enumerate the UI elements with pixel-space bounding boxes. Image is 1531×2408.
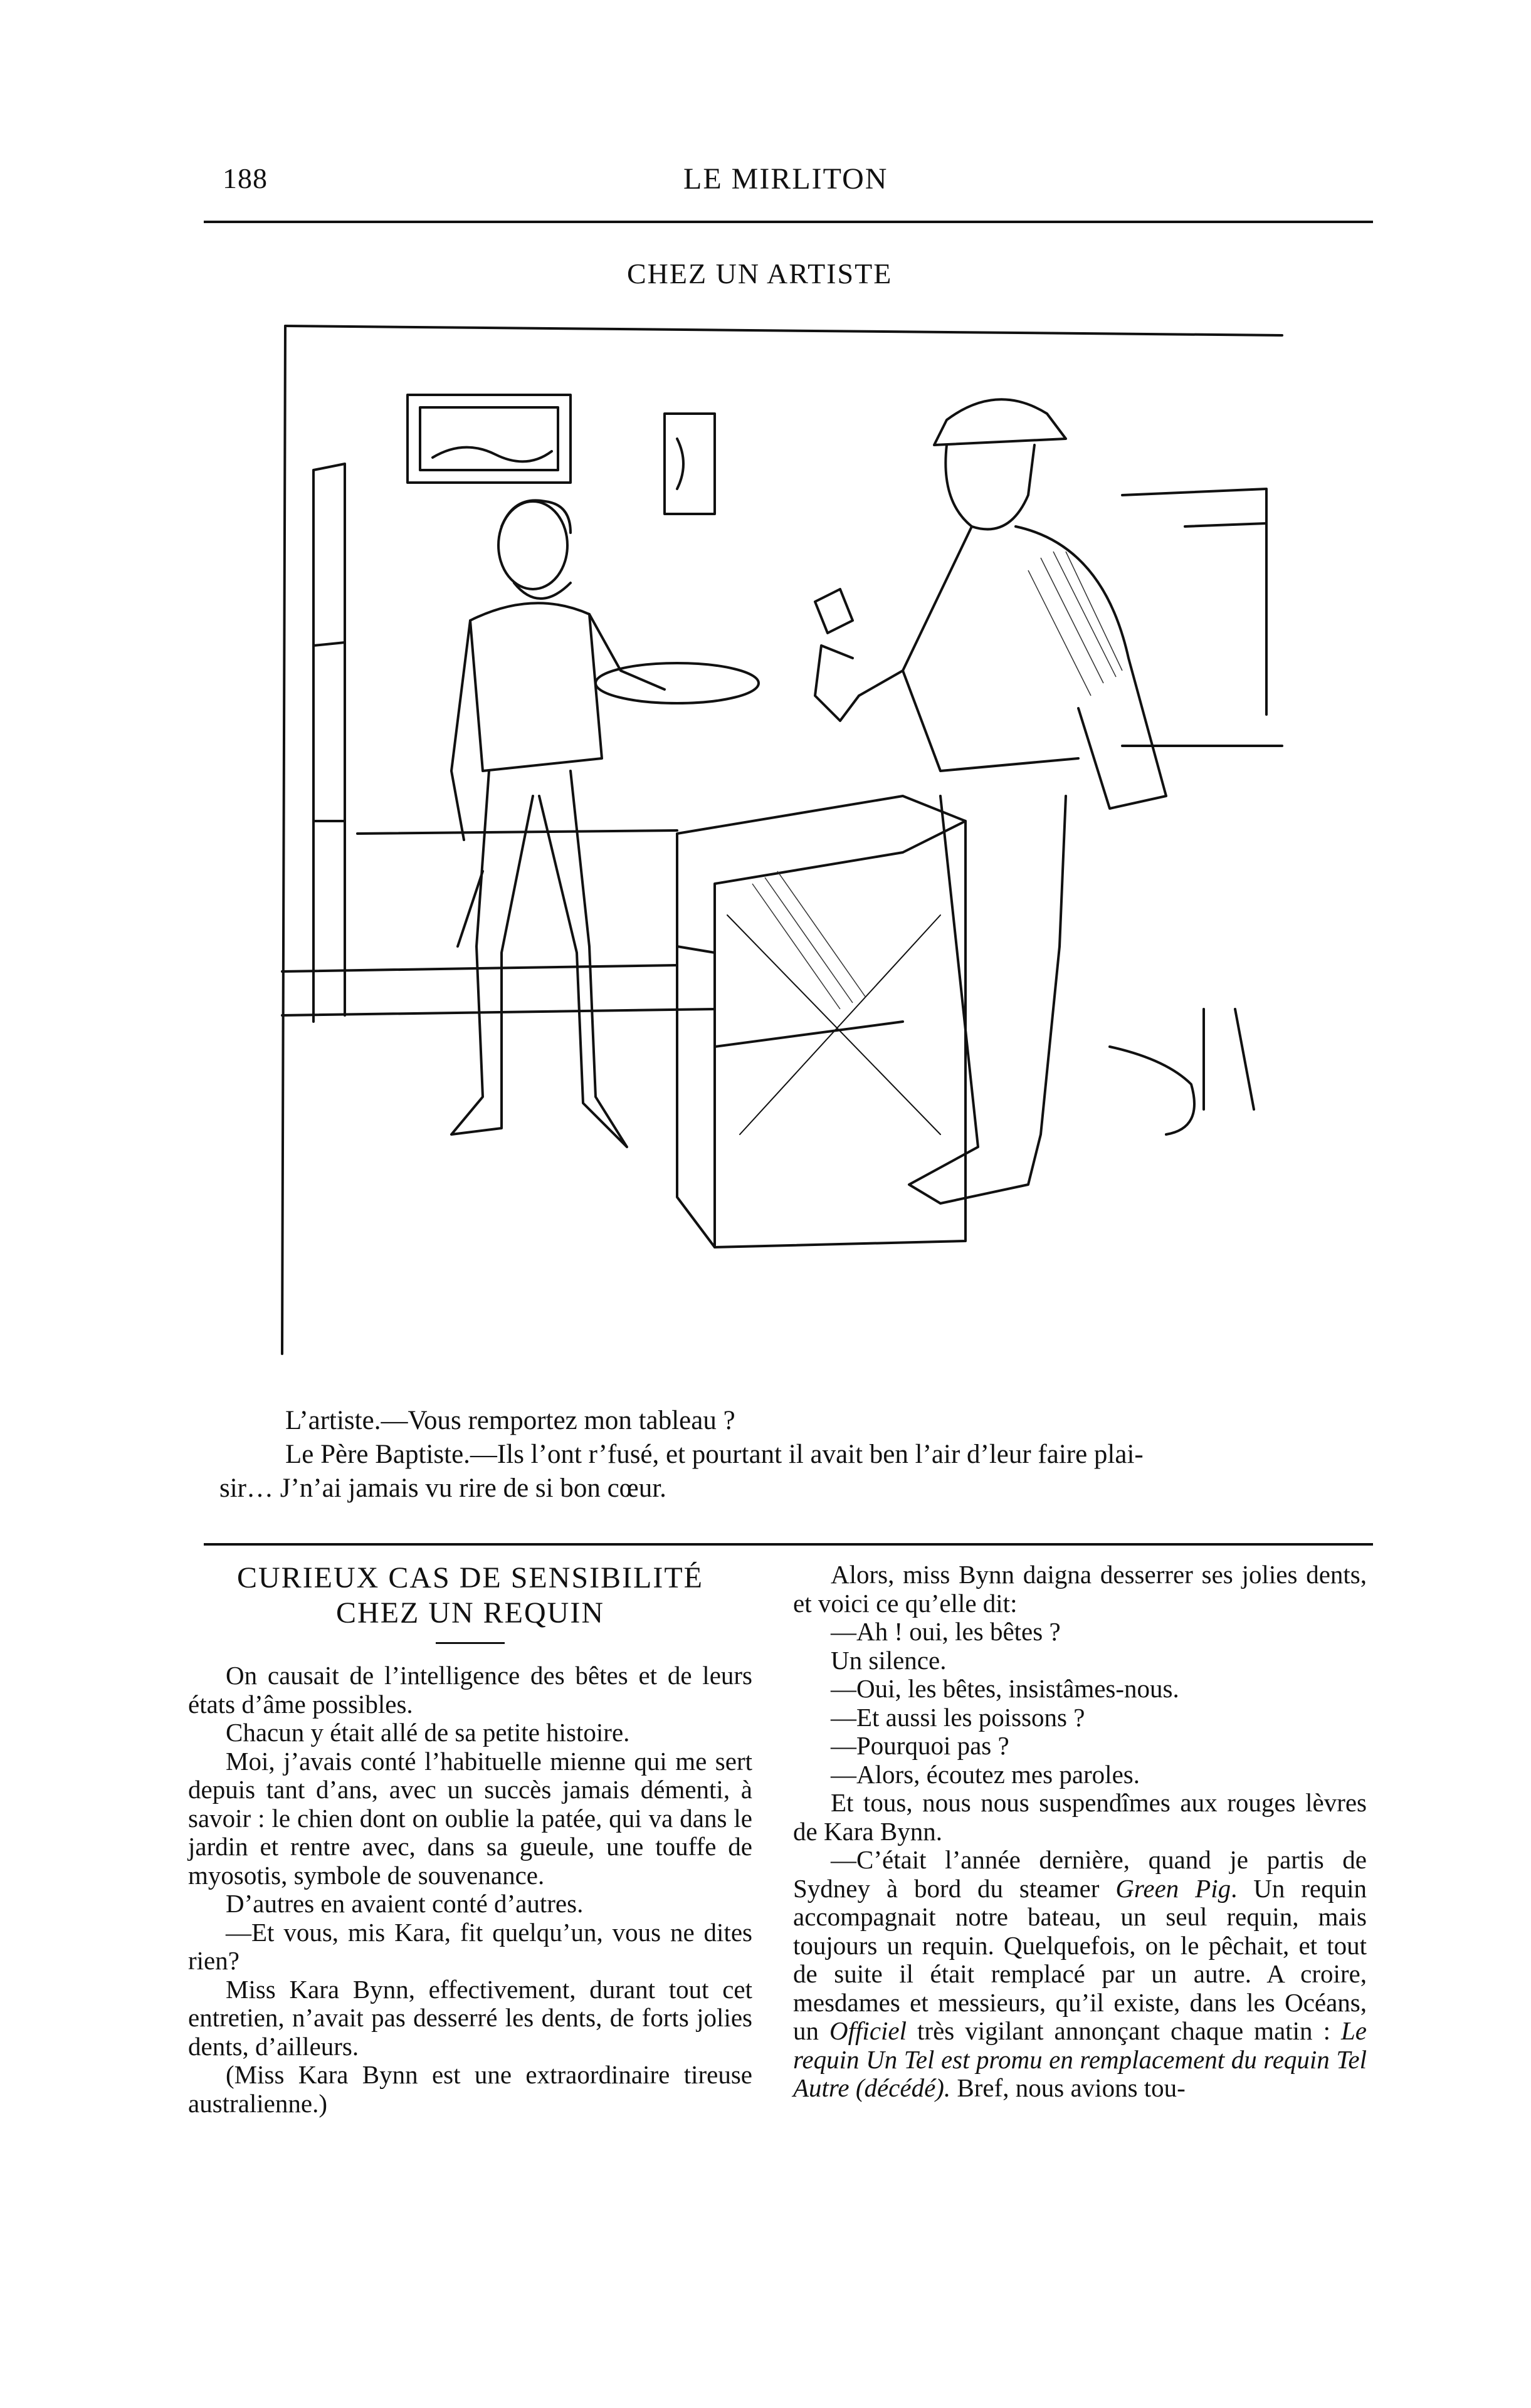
caption-line-3: sir… J’n’ai jamais vu rire de si bon cœur. <box>219 1474 666 1503</box>
paragraph: D’autres en avaient conté d’autres. <box>226 1889 584 1918</box>
paragraph: Moi, j’avais conté l’habituelle mienne qui me sert depuis tant d’ans, avec un succès jamais démenti, à savoir : le chien dont on oublie la patée, qui va dans le jardin et rentre avec, dans sa gueule, une touffe de myosotis, symbole de souvenance. <box>188 1746 752 1890</box>
paragraph: —Pourquoi pas ? <box>831 1731 1009 1760</box>
page-number: 188 <box>223 162 268 194</box>
section-rule <box>204 1543 1373 1546</box>
caption-line-1: L’artiste.—Vous remportez mon tableau ? <box>285 1406 735 1435</box>
header-rule <box>204 221 1373 223</box>
shark-notice: Le requin Un Tel est promu en remplacement du requin Tel Autre (décédé). <box>793 2016 1367 2102</box>
paragraph: —Ah ! oui, les bêtes ? <box>831 1617 1061 1646</box>
illustration <box>276 320 1292 1360</box>
paragraph-mid: . Un requin accompagnait notre bateau, un seul requin, mais toujours un requin. Quelquefois, on le pêchait, et tout de suite il était remplacé par un autre. A croire, mesdames et messieurs, qu’il existe, dans les Océans, un <box>793 1873 1367 2045</box>
paragraph: Un silence. <box>831 1645 947 1675</box>
officiel-word: Officiel <box>829 2016 907 2045</box>
article-title <box>188 1561 752 1631</box>
caption-line-2: Le Père Baptiste.—Ils l’ont r’fusé, et pourtant il avait ben l’air d’leur faire plai- <box>285 1440 1144 1469</box>
article-title-line-1: CURIEUX CAS DE SENSIBILITÉ <box>237 1561 703 1594</box>
paragraph: —Alors, écoutez mes paroles. <box>831 1759 1140 1789</box>
paragraph: Alors, miss Bynn daigna desserrer ses jolies dents, et voici ce qu’elle dit: <box>793 1560 1367 1618</box>
paragraph: (Miss Kara Bynn est une extraordinaire tireuse australienne.) <box>188 2060 752 2118</box>
title-rule <box>436 1642 505 1644</box>
journal-title: LE MIRLITON <box>683 162 888 196</box>
paragraph-sydney <box>793 1846 1367 2103</box>
paragraph: Miss Kara Bynn, effectivement, durant tout cet entretien, n’avait pas desserré les dents, de forts jolies dents, d’ailleurs. <box>188 1974 752 2061</box>
paragraph: Chacun y était allé de sa petite histoire. <box>226 1718 630 1747</box>
paragraph-end: Bref, nous avions tou- <box>950 2073 1186 2102</box>
paragraph: —Oui, les bêtes, insistâmes-nous. <box>831 1674 1179 1703</box>
paragraph: —Et vous, mis Kara, fit quelqu’un, vous ne dites rien? <box>188 1917 752 1975</box>
illustration-title: CHEZ UN ARTISTE <box>627 258 893 290</box>
paragraph: —Et aussi les poissons ? <box>831 1702 1085 1732</box>
paragraph-start: —C’était l’année dernière, quand je partis de Sydney à bord du steamer <box>793 1845 1367 1903</box>
paragraph: On causait de l’intelligence des bêtes et de leurs états d’âme possibles. <box>188 1661 752 1719</box>
article-right-column <box>793 1561 1367 2103</box>
paragraph-mid-2: très vigilant annonçant chaque matin : <box>907 2016 1330 2045</box>
ship-name: Green Pig <box>1115 1873 1231 1903</box>
illustration-caption <box>219 1404 1373 1505</box>
paragraph: Et tous, nous nous suspendîmes aux rouges lèvres de Kara Bynn. <box>793 1788 1367 1846</box>
article-title-line-2: CHEZ UN REQUIN <box>336 1596 604 1630</box>
article-left-column <box>188 1561 752 2118</box>
